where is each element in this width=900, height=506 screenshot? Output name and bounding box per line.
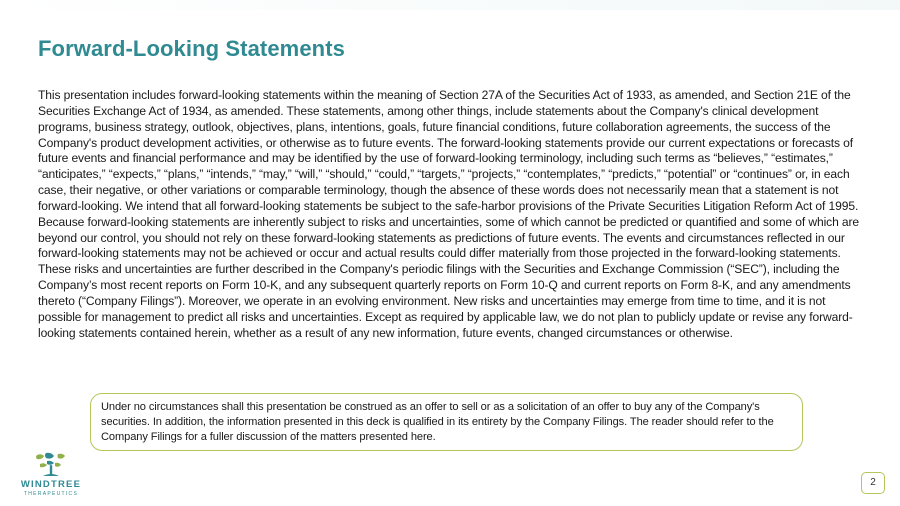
- disclaimer-box: [90, 393, 803, 451]
- logo-tagline: THERAPEUTICS: [23, 491, 79, 497]
- tree-logo-icon: [34, 452, 68, 478]
- slide-title: Forward-Looking Statements: [38, 36, 345, 61]
- forward-looking-statement-text: This presentation includes forward-looking statements within the meaning of Section 27A of the Securities Act of 1933, as amended, and Section 21E of the Securities Exchange Act of 1934, as amended. These statements, among other things, include statements about the Company's clinical development programs, business strategy, outlook, objectives, plans, intentions, goals, future financial conditions, future collaboration agreements, the success of the Company's product development activities, or otherwise as to future events. The forward-looking statements provide our current expectations or forecasts of future events and financial performance and may be identified by the use of forward-looking terminology, including such terms as “believes,” “estimates,” “anticipates,” “expects,” “plans,” “intends,” “may,” “will,” “should,” “could,” “targets,” “projects,” “contemplates,” “predicts,” “potential” or “continues” or, in each case, their negative, or other variations or comparable terminology, though the absence of these words does not necessarily mean that a statement is not forward-looking. We intend that all forward-looking statements be subject to the safe-harbor provisions of the Private Securities Litigation Reform Act of 1995. Because forward-looking statements are inherently subject to risks and uncertainties, some of which cannot be predicted or quantified and some of which are beyond our control, you should not rely on these forward-looking statements as predictions of future events. The events and circumstances reflected in our forward-looking statements may not be achieved or occur and actual results could differ materially from those projected in the forward-looking statements. These risks and uncertainties are further described in the Company's periodic filings with the Securities and Exchange Commission (“SEC”), including the Company’s most recent reports on Form 10-K, and any subsequent quarterly reports on Form 10-Q and current reports on Form 8-K, and any amendments thereto (“Company Filings”). Moreover, we operate in an evolving environment. New risks and uncertainties may emerge from time to time, and it is not possible for management to predict all risks and uncertainties. Except as required by applicable law, we do not plan to publicly update or revise any forward-looking statements contained herein, whether as a result of any new information, future events, changed circumstances or otherwise.: [38, 88, 860, 340]
- top-accent-bar: [0, 0, 900, 10]
- page-number: 2: [861, 472, 885, 494]
- windtree-logo: [14, 450, 88, 504]
- disclaimer-text: Under no circumstances shall this presentation be construed as an offer to sell or as a solicitation of an offer to buy any of the Company's securities. In addition, the information presented in this deck is qualified in its entirety by the Company Filings. The reader should refer to the Company Filings for a fuller discussion of the matters presented here.: [101, 401, 774, 443]
- logo-wordmark: WINDTREE: [20, 479, 82, 490]
